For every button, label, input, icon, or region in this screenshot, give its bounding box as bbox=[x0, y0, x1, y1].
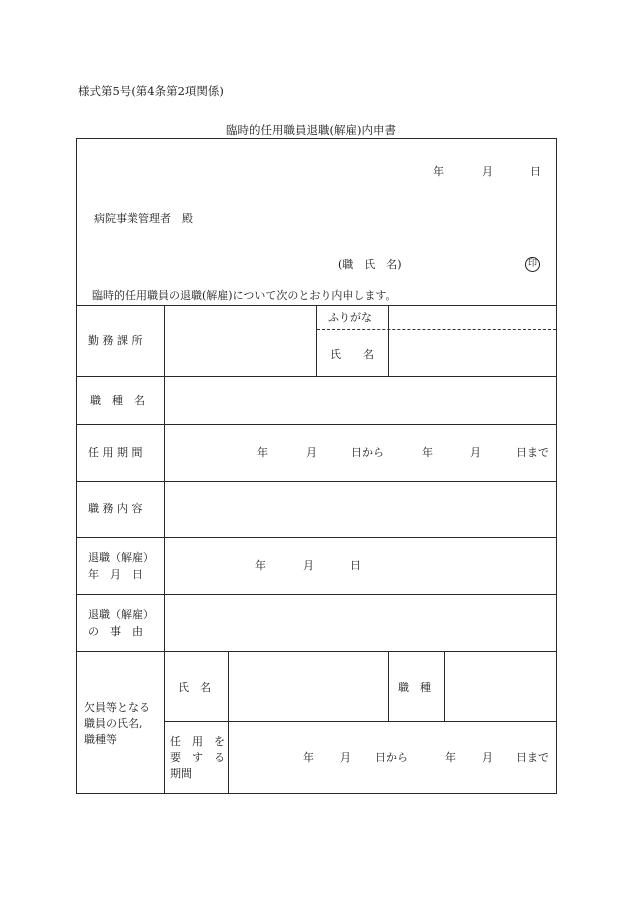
date-day-label: 日 bbox=[530, 165, 541, 178]
addressee: 病院事業管理者 殿 bbox=[94, 212, 193, 225]
reason-label-1: 退職（解雇） bbox=[88, 608, 154, 621]
req-to-month: 月 bbox=[482, 751, 493, 764]
job-type-label: 職 種 名 bbox=[90, 394, 145, 407]
vacancy-job-field[interactable] bbox=[445, 652, 556, 721]
required-period-label-1: 任 用 を bbox=[170, 735, 225, 748]
period-from-month: 月 bbox=[306, 446, 317, 459]
statement: 臨時的任用職員の退職(解雇)について次のとおり内申します。 bbox=[92, 289, 397, 302]
vacancy-job-label: 職 種 bbox=[398, 681, 431, 694]
req-from-day: 日から bbox=[375, 751, 408, 764]
duties-label: 職 務 内 容 bbox=[88, 502, 143, 515]
retire-date-label-2: 年 月 日 bbox=[88, 568, 143, 581]
req-from-month: 月 bbox=[340, 751, 351, 764]
signature-label: (職 氏 名) bbox=[338, 258, 402, 271]
office-label: 勤 務 課 所 bbox=[88, 334, 143, 347]
retire-year: 年 bbox=[255, 559, 266, 572]
period-from-year: 年 bbox=[257, 446, 268, 459]
name-field[interactable] bbox=[389, 331, 556, 376]
retire-date-label-1: 退職（解雇） bbox=[88, 551, 154, 564]
vacancy-name-field[interactable] bbox=[229, 652, 388, 721]
date-month-label: 月 bbox=[482, 165, 493, 178]
required-period-label-2: 要 す る bbox=[170, 751, 225, 764]
office-field[interactable] bbox=[165, 306, 316, 376]
period-to-year: 年 bbox=[422, 446, 433, 459]
vacancy-label-1: 欠員等となる bbox=[84, 701, 150, 714]
req-from-year: 年 bbox=[303, 751, 314, 764]
duties-field[interactable] bbox=[165, 482, 556, 537]
reason-field[interactable] bbox=[165, 595, 556, 651]
date-year-label: 年 bbox=[433, 165, 444, 178]
form-number: 様式第5号(第4条第2項関係) bbox=[78, 84, 224, 98]
required-period-label-3: 期間 bbox=[170, 767, 192, 780]
furigana-field[interactable] bbox=[389, 306, 556, 329]
furigana-label: ふりがな bbox=[328, 311, 372, 324]
vacancy-name-label: 氏 名 bbox=[178, 681, 211, 694]
reason-label-2: の 事 由 bbox=[88, 625, 143, 638]
form-title: 臨時的任用職員退職(解雇)内申書 bbox=[226, 123, 396, 137]
period-to-day: 日まで bbox=[516, 446, 549, 459]
req-to-year: 年 bbox=[445, 751, 456, 764]
period-from-day: 日から bbox=[351, 446, 384, 459]
retire-day: 日 bbox=[350, 559, 361, 572]
vacancy-label-2: 職員の氏名, bbox=[84, 717, 143, 730]
vacancy-label-3: 職種等 bbox=[84, 733, 117, 746]
period-label: 任 用 期 間 bbox=[88, 446, 143, 459]
seal-mark-icon: 印 bbox=[525, 257, 540, 272]
retire-month: 月 bbox=[303, 559, 314, 572]
name-label: 氏 名 bbox=[330, 348, 374, 361]
req-to-day: 日まで bbox=[516, 751, 549, 764]
period-to-month: 月 bbox=[470, 446, 481, 459]
job-type-field[interactable] bbox=[165, 377, 556, 424]
